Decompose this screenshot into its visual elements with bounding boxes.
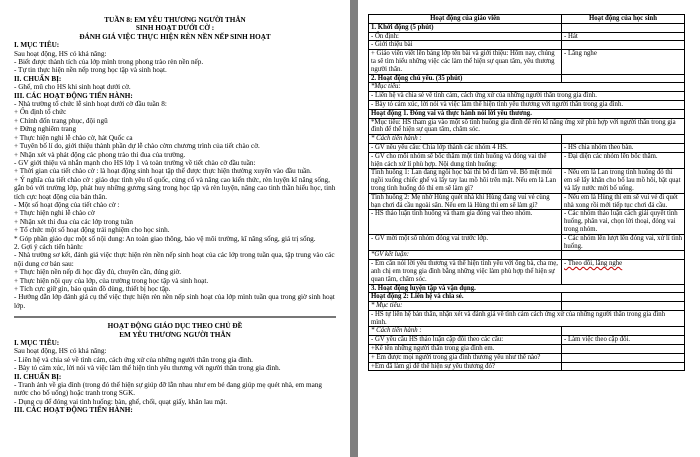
teacher-activity-cell: Hoạt động 2: Liên hệ và chia sẻ. — [369, 293, 562, 302]
text-line: + Tích cực giữ gìn, bảo quản đồ dùng, thiết bị học tập. — [14, 285, 171, 293]
table-row — [369, 50, 685, 74]
text-line: + Tổ chức một số hoạt động trải nghiệm cho học sinh. — [14, 226, 170, 235]
table-row — [369, 362, 685, 371]
table-row — [369, 143, 685, 152]
student-activity-cell: - Các nhóm thảo luận cách giải quyết tình huống, phân vai, chọn lời thoại, đóng vai trong nhóm. — [562, 210, 685, 234]
table-row — [369, 32, 685, 41]
student-activity-cell — [562, 327, 685, 336]
table-row — [369, 210, 685, 234]
student-column-header: Hoạt động của học sinh — [562, 15, 685, 24]
text-line: - Nhà trường sơ kết, đánh giá việc thực hiện rèn nền nếp sinh hoạt của các lớp trong tuần qua, tập trung vào các nội dung cơ bản sau: — [14, 251, 335, 268]
text-line: - Nhà trường tổ chức lễ sinh hoạt dưới cờ đầu tuần 8: — [14, 100, 167, 109]
student-activity-cell: - Nếu em là Lan trong tình huống đó thì em sẽ lấy khăn cho bố lau mồ hôi, bật quạt và lấy nước mời bố uống. — [562, 169, 685, 193]
lesson-activity-table — [368, 14, 685, 371]
table-row — [369, 302, 685, 311]
activities-list — [14, 100, 336, 310]
table-row — [369, 41, 685, 50]
student-activity-cell — [562, 41, 685, 50]
text-line: Sau hoạt động, HS có khả năng: — [14, 49, 107, 58]
text-line: Sau hoạt động, HS có khả năng: — [14, 347, 107, 356]
preparation-list-2 — [14, 381, 336, 406]
student-activity-cell: - Các nhóm lên lượt lên đóng vai, xử lí tình huống. — [562, 234, 685, 251]
preparation-list — [14, 83, 336, 91]
text-line: + Thực hiện nghi lễ chào cờ, hát Quốc ca — [14, 133, 133, 142]
teacher-activity-cell: - GV cho mỗi nhóm sẽ bốc thăm một tình huống và đóng vai thể hiện cách xử lí phù hợp. Nội dung tình huống: — [369, 152, 562, 169]
table-row — [369, 353, 685, 362]
text-line: 2. Gợi ý cách tiến hành: — [14, 242, 83, 251]
student-activity-cell: - Lắng nghe — [562, 50, 685, 74]
text-line: - Bày tỏ cảm xúc, lời nói và việc làm thể hiện tình yêu thương với người thân trong gia đình. — [14, 364, 281, 373]
text-line: * Góp phần giáo dục một số nội dung: An toàn giao thông, bảo vệ môi trường, kĩ năng sống, giá trị sống. — [14, 234, 316, 243]
teacher-activity-cell: *Mục tiêu: HS tham gia vào một số tình huống gia đình để rèn kĩ năng ứng xử phù hợp với người thân trong gia đình để thể hiện sự quan tâm, chăm sóc. — [369, 118, 685, 135]
teacher-activity-cell: * Cách tiến hành : — [369, 135, 562, 144]
teacher-activity-cell: 2. Hoạt động chủ yếu. (35 phút) — [369, 74, 562, 83]
table-row — [369, 336, 685, 345]
text-line: - Liên hệ và chia sẻ về tình cảm, cách ứng xử của những người thân trong gia đình. — [14, 355, 253, 364]
table-row — [369, 310, 685, 327]
text-line: + Nhận xét và phát động các phong trào thi đua của trường. — [14, 150, 186, 159]
teacher-activity-cell: + Giáo viên viết lên bảng lớp tên bài và giới thiệu: Hôm nay, chúng ta sẽ tìm hiểu những việc các làm thể hiện sự quan tâm, yêu thương người thân. — [369, 50, 562, 74]
table-row — [369, 284, 685, 293]
student-activity-cell — [562, 362, 685, 371]
teacher-activity-cell: Tình huống 1: Lan đang ngồi học bài thì bố đi làm về. Bố mệt mỏi ngồi xuống chiếc ghế và lấy tay lau mồ hôi trên mặt. Nếu em là Lan trong tình huống đó thì em sẽ làm gì? — [369, 169, 562, 193]
teacher-activity-cell: - HS thảo luận tình huống và tham gia đóng vai theo nhóm. — [369, 210, 562, 234]
text-line: + Đứng nghiêm trang — [14, 125, 77, 134]
text-line: + Ý nghĩa của tiết chào cờ : giáo dục tình yêu tổ quốc, củng cố và nâng cao kiến thức, rèn luyện kĩ năng sống, gắn bó với trường lớp, phát huy những gương sáng trong học tập và rèn luyện, nâng cao tinh thần hiếu học, tinh tích cực hoạt động của bản thân. — [14, 175, 336, 201]
right-document-page — [358, 0, 700, 457]
teacher-activity-cell: 1. Khởi động (5 phút) — [369, 23, 562, 32]
text-line: + Thời gian của tiết chào cờ : là hoạt động sinh hoạt tập thể được thực hiện thường xuyên vào đầu tuần. — [14, 167, 312, 176]
left-page-content — [0, 0, 350, 415]
text-line: - Tranh ảnh về gia đình (trong đó thể hiện sự giúp đỡ lẫn nhau như em bé đang giúp mẹ quét nhà, em mang nước cho bố uống) hoặc tranh trong SGK. — [14, 381, 323, 398]
teacher-activity-cell: * Cách tiến hành : — [369, 327, 562, 336]
table-row — [369, 234, 685, 251]
teacher-activity-cell: - HS tự liên hệ bản thân, nhận xét và đánh giá về tình cảm cách ứng xử của những người thân trong gia đình mình. — [369, 310, 685, 327]
section-preparation-heading-2: II. CHUẨN BỊ: — [14, 372, 62, 381]
table-row — [369, 83, 685, 92]
table-row — [369, 260, 685, 284]
student-activity-cell — [562, 74, 685, 83]
student-activity-cell: - Theo dõi, lắng nghe — [562, 260, 685, 284]
table-row — [369, 251, 685, 260]
teacher-column-header: Hoạt động của giáo viên — [369, 15, 562, 24]
text-line: - Dụng cụ để đóng vai tình huống: bàn, ghế, chổi, quạt giấy, khăn lau mặt. — [14, 397, 228, 406]
student-activity-cell — [562, 302, 685, 311]
student-activity-cell: - Làm việc theo cặp đôi. — [562, 336, 685, 345]
section-preparation-heading: II. CHUẨN BỊ: — [14, 74, 62, 83]
teacher-activity-cell: 3. Hoạt động luyện tập và vận dụng. — [369, 284, 685, 293]
teacher-activity-cell: - Liên hệ và chia sẻ về tình cảm, cách ứng xử của những người thân trong gia đình. — [369, 92, 685, 101]
section-objectives-heading: I. MỤC TIÊU: — [14, 41, 60, 50]
teacher-activity-cell: *Mục tiêu: — [369, 83, 685, 92]
section-divider — [14, 316, 336, 318]
evaluation-title: ĐÁNH GIÁ VIỆC THỰC HIỆN RÈN NỀN NẾP SINH HOẠT — [79, 32, 271, 41]
student-activity-cell: - Hát — [562, 32, 685, 41]
text-line: + Nhận xét thi đua của các lớp trong tuần — [14, 217, 134, 226]
teacher-activity-cell: - Bày tỏ cảm xúc, lời nói và việc làm thể hiện tình yêu thương với người thân trong gia đình. — [369, 100, 685, 109]
teacher-activity-cell: - GV nêu yêu cầu: Chia lớp thành các nhóm 4 HS. — [369, 143, 562, 152]
student-activity-cell: - Nếu em là Hùng thì em sẽ vui vẻ đi quét nhà xong rồi mới tiếp tục chơi đá cầu. — [562, 193, 685, 210]
student-activity-cell: - HS chia nhóm theo bàn. — [562, 143, 685, 152]
table-row — [369, 293, 685, 302]
teacher-activity-cell: Tình huống 2: Mẹ nhờ Hùng quét nhà khi Hùng đang vui vẻ cùng bạn chơi đá cầu ngoài sân. Nếu em là Hùng thì em sẽ làm gì? — [369, 193, 562, 210]
text-line: - Hướng dẫn lớp đánh giá cụ thể việc thực hiện rèn nền nếp sinh hoạt của lớp mình tuần qua trong giờ sinh hoạt lớp. — [14, 293, 335, 310]
text-line: + Thực hiện nền nếp đi học đầy đủ, chuyên cần, đúng giờ. — [14, 268, 182, 277]
objectives-list — [14, 50, 336, 75]
text-line: + Chỉnh đốn trang phục, đội ngũ — [14, 116, 108, 125]
teacher-activity-cell: +Em đã làm gì để thể hiện sự yêu thương đó? — [369, 362, 562, 371]
section-activities-heading-2: III. CÁC HOẠT ĐỘNG TIẾN HÀNH: — [14, 406, 133, 415]
student-activity-cell — [562, 251, 685, 260]
text-line: - Tự tin thực hiện nền nếp trong học tập và sinh hoạt. — [14, 66, 167, 75]
teacher-activity-cell: - Ổn định: — [369, 32, 562, 41]
table-header-row — [369, 15, 685, 24]
text-line: + Thực hiện nội quy của lớp, của trường trong học tập và sinh hoạt. — [14, 276, 209, 285]
text-line: - Ghế, mũ cho HS khi sinh hoạt dưới cờ. — [14, 83, 131, 92]
objectives-list-2 — [14, 347, 336, 372]
teacher-activity-cell: Hoạt động 1. Đóng vai và thực hành nói lời yêu thương. — [369, 109, 685, 118]
text-line: + Thực hiện nghi lễ chào cờ — [14, 209, 95, 218]
student-activity-cell — [562, 135, 685, 144]
student-activity-cell — [562, 23, 685, 32]
section-activities-heading: III. CÁC HOẠT ĐỘNG TIẾN HÀNH: — [14, 91, 133, 100]
student-activity-cell — [562, 353, 685, 362]
table-row — [369, 169, 685, 193]
teacher-activity-cell: - GV mời một số nhóm đóng vai trước lớp. — [369, 234, 562, 251]
table-row — [369, 135, 685, 144]
teacher-activity-cell: + Em được mọi người trong gia đình thương yêu như thế nào? — [369, 353, 562, 362]
section-objectives-heading-2: I. MỤC TIÊU: — [14, 339, 60, 348]
theme-title: HOẠT ĐỘNG GIÁO DỤC THEO CHỦ ĐỀ — [107, 322, 243, 331]
table-row — [369, 193, 685, 210]
teacher-activity-cell: - Em cần nói lời yêu thương và thể hiện tình yêu với ông bà, cha mẹ, anh chị em trong gia đình bằng những việc làm phù hợp thể hiện sự quan tâm, chăm sóc. — [369, 260, 562, 284]
text-line: + Tuyên bố lí do, giới thiệu thành phần dự lễ chào cờm chương trình của tiết chào cờ. — [14, 142, 260, 151]
assembly-title: SINH HOẠT DƯỚI CỜ : — [135, 24, 215, 33]
table-row — [369, 152, 685, 169]
table-row — [369, 345, 685, 354]
table-body — [369, 23, 685, 371]
week-title: TUẦN 8: EM YÊU THƯƠNG NGƯỜI THÂN — [104, 16, 246, 24]
student-activity-cell — [562, 293, 685, 302]
text-line: - Biết được thành tích của lớp mình trong phong trào rèn nền nếp. — [14, 58, 204, 67]
theme-subtitle: EM YÊU THƯƠNG NGƯỜI THÂN — [119, 330, 231, 339]
table-row — [369, 92, 685, 101]
table-row — [369, 23, 685, 32]
table-row — [369, 109, 685, 118]
text-line: + Ổn định tổ chức — [14, 108, 67, 117]
table-row — [369, 327, 685, 336]
student-activity-cell — [562, 345, 685, 354]
student-activity-cell: - Đại diện các nhóm lên bốc thăm. — [562, 152, 685, 169]
table-row — [369, 74, 685, 83]
teacher-activity-cell: - GV yêu cầu HS thảo luận cặp đôi theo các câu: — [369, 336, 562, 345]
teacher-activity-cell: +Kể tên những người thân trong gia đình em. — [369, 345, 562, 354]
text-line: - GV giới thiệu và nhắn mạnh cho HS lớp 1 và toàn trường về tiết chào cờ đầu tuần: — [14, 158, 256, 167]
teacher-activity-cell: - Giới thiệu bài — [369, 41, 562, 50]
text-line: - Một số hoạt động của tiết chào cờ : — [14, 200, 120, 209]
table-row — [369, 118, 685, 135]
teacher-activity-cell: * Mục tiêu: — [369, 302, 562, 311]
teacher-activity-cell: *GV kết luận: — [369, 251, 562, 260]
table-row — [369, 100, 685, 109]
